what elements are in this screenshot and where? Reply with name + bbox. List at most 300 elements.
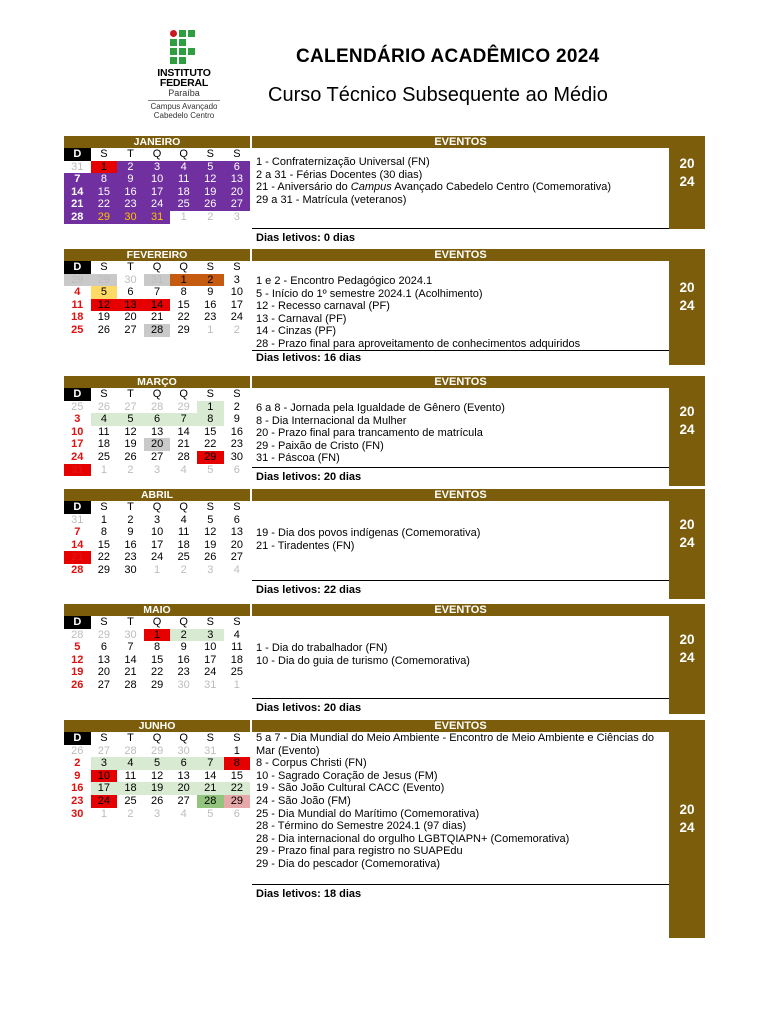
day-cell: 4 [180,463,187,476]
day-cell: 14 [204,769,217,782]
day-cell: 1 [170,274,197,287]
day-cell: 30 [71,807,84,820]
day-cell: 27 [150,450,164,463]
event-item: 2 a 31 - Férias Docentes (30 dias) [256,168,423,181]
day-cell: 25 [124,794,137,807]
month-block-0 [64,136,705,244]
day-cell: 1 [154,563,161,576]
day-cell: 31 [204,678,217,691]
day-cell: 5 [197,161,224,174]
week-row [64,286,250,299]
weekday-header: S [197,616,224,629]
week-row [64,198,250,211]
day-cell: 7 [64,173,91,186]
day-cell: 21 [124,666,137,679]
weekday-header: D [64,732,91,745]
day-cell: 10 [144,173,171,186]
day-cell: 13 [117,299,144,312]
day-cell: 14 [177,425,190,438]
weekday-header: Q [170,501,197,514]
day-cell: 8 [100,526,107,539]
day-cell: 26 [204,551,217,564]
events-header: EVENTOS [252,604,669,616]
day-cell: 2 [127,513,134,526]
day-cell: 19 [144,782,171,795]
day-cell: 3 [154,807,161,820]
day-cell: 29 [197,451,224,464]
day-cell: 29 [91,211,118,224]
year-bar [669,376,705,486]
day-cell: 27 [124,323,137,336]
day-cell: 23 [230,438,243,451]
page-title: CALENDÁRIO ACADÊMICO 2024 [296,46,600,67]
logo-text-campus: Campus Avançado [148,100,220,111]
weekday-header: S [197,148,224,161]
event-item: 19 - Dia dos povos indígenas (Comemorativa) [256,527,481,539]
day-cell: 13 [97,653,111,666]
day-cell: 22 [177,311,190,324]
day-cell: 23 [124,551,137,564]
day-cell: 29 [91,274,118,287]
weekday-header: S [224,148,251,161]
day-header-row [64,732,250,745]
day-cell: 4 [233,628,240,641]
month-block-2 [64,376,705,486]
year-top: 20 [679,632,695,647]
day-cell: 4 [180,513,187,526]
dias-letivos: Dias letivos: 18 dias [256,888,362,900]
events-divider [252,228,669,229]
day-cell: 11 [98,425,110,438]
day-cell: 3 [154,513,161,526]
logo-text-instituto: INSTITUTO [157,67,211,79]
day-cell: 25 [97,450,111,463]
day-cell: 14 [71,538,84,551]
week-row [64,679,250,692]
events-list [256,732,666,871]
day-cell: 11 [170,173,197,186]
day-cell: 28 [124,678,137,691]
day-cell: 23 [117,198,144,211]
year-bar [669,720,705,938]
dias-letivos: Dias letivos: 0 dias [256,232,356,244]
week-row [64,564,250,577]
calendar-grid [64,501,250,577]
day-cell: 14 [124,653,137,666]
day-cell: 1 [233,678,240,691]
day-cell: 12 [71,653,84,666]
day-cell: 28 [177,450,190,463]
weekday-header: T [117,261,144,274]
day-cell: 6 [127,286,134,299]
weekday-header: D [64,388,91,401]
day-cell: 22 [224,782,251,795]
year-bottom: 24 [679,422,695,437]
day-cell: 19 [71,666,84,679]
day-cell: 2 [117,161,144,174]
day-cell: 8 [197,413,224,426]
day-cell: 26 [71,678,84,691]
day-cell: 3 [233,273,240,286]
weekday-header: Q [170,388,197,401]
day-cell: 17 [230,298,243,311]
day-cell: 5 [144,757,171,770]
day-cell: 10 [230,286,243,299]
event-item: 10 - Sagrado Coração de Jesus (FM) [256,769,438,782]
day-cell: 13 [177,769,190,782]
events-divider [252,580,669,581]
day-cell: 15 [150,653,164,666]
day-header-row [64,616,250,629]
event-item: 31 - Páscoa (FN) [256,452,340,465]
event-item: 6 a 8 - Jornada pela Igualdade de Gênero (Evento) [256,402,505,414]
weekday-header: S [224,732,251,745]
day-header-row [64,148,250,161]
day-cell: 31 [144,274,171,287]
day-cell: 16 [204,298,217,311]
event-item: 28 - Dia internacional do orgulho LGBTQIAPN+ (Comemorativa) [256,832,570,845]
day-cell: 29 [97,563,111,576]
day-cell: 26 [71,744,84,757]
events-list [256,275,666,351]
day-cell: 6 [170,757,197,770]
week-row [64,666,250,679]
day-cell: 28 [150,400,164,413]
day-cell: 20 [124,311,137,324]
month-block-3 [64,489,705,599]
day-cell: 4 [170,161,197,174]
week-row [64,211,250,224]
day-cell: 12 [124,425,137,438]
event-item: 24 - São João (FM) [256,794,351,807]
weekday-header: S [224,388,251,401]
event-item: 21 - Tiradentes (FN) [256,539,355,552]
day-cell: 29 [150,744,164,757]
day-cell: 11 [124,769,137,782]
page-subtitle: Curso Técnico Subsequente ao Médio [268,84,608,106]
day-cell: 24 [91,795,118,808]
event-item: 29 - Prazo final para registro no SUAPEdu [256,845,463,858]
year-bar [669,604,705,714]
week-row [64,426,250,439]
month-block-1 [64,249,705,365]
day-cell: 2 [127,807,134,820]
week-row [64,808,250,821]
day-cell: 6 [233,463,240,476]
day-cell: 23 [71,794,84,807]
weekday-header: S [91,501,118,514]
event-item: 1 - Confraternização Universal (FN) [256,156,430,168]
day-cell: 23 [204,311,217,324]
calendar-grid [64,388,250,476]
day-cell: 31 [144,211,171,224]
day-cell: 12 [204,526,217,539]
day-cell: 20 [224,186,251,199]
day-cell: 3 [91,757,118,770]
weekday-header: S [91,388,118,401]
day-cell: 11 [71,298,84,311]
weekday-header: Q [144,148,171,161]
day-cell: 15 [97,538,111,551]
event-item: 29 - Paixão de Cristo (FN) [256,439,384,452]
logo-text-federal: FEDERAL [159,77,209,89]
day-cell: 26 [97,400,111,413]
week-row [64,173,250,186]
day-cell: 17 [144,186,171,199]
events-header: EVENTOS [252,489,669,501]
events-divider [252,467,669,468]
day-cell: 2 [74,757,81,770]
weekday-header: T [117,388,144,401]
day-cell: 15 [177,298,190,311]
day-cell: 16 [230,425,243,438]
day-cell: 5 [91,286,118,299]
day-cell: 30 [117,211,144,224]
month-header: MAIO [64,604,250,616]
day-cell: 27 [224,198,251,211]
week-row [64,451,250,464]
event-item: 5 a 7 - Dia Mundial do Meio Ambiente - Encontro de Meio Ambiente e Ciências do Mar (Evento) [256,732,655,757]
day-header-row [64,261,250,274]
event-item: 28 - Prazo final para aproveitamento de conhecimentos adquiridos [256,337,581,350]
day-cell: 4 [74,286,81,299]
day-cell: 28 [71,563,84,576]
day-cell: 5 [207,807,214,820]
day-cell: 19 [124,438,137,451]
week-row [64,654,250,667]
day-cell: 8 [91,173,118,186]
day-cell: 27 [97,678,111,691]
day-cell: 28 [64,211,91,224]
events-divider [252,884,669,885]
weekday-header: S [197,501,224,514]
event-item: 1 e 2 - Encontro Pedagógico 2024.1 [256,275,433,287]
calendar-grid [64,732,250,820]
day-cell: 31 [204,744,217,757]
day-cell: 2 [233,323,240,336]
year-top: 20 [679,802,695,817]
events-list [256,642,666,667]
weekday-header: Q [170,616,197,629]
day-cell: 29 [177,323,190,336]
weekday-header: T [117,501,144,514]
day-cell: 10 [91,770,118,783]
dias-letivos: Dias letivos: 16 dias [256,352,362,364]
day-cell: 30 [124,563,137,576]
day-cell: 29 [97,628,111,641]
day-cell: 19 [97,311,111,324]
day-cell: 1 [207,323,214,336]
dias-letivos: Dias letivos: 20 dias [256,702,362,714]
year-top: 20 [679,404,695,419]
weekday-header: S [91,732,118,745]
year-bottom: 24 [679,174,695,189]
week-row [64,438,250,451]
weekday-header: Q [170,148,197,161]
day-cell: 9 [207,286,214,299]
day-cell: 19 [197,186,224,199]
week-row [64,629,250,642]
weekday-header: Q [144,732,171,745]
weekday-header: Q [170,261,197,274]
day-cell: 28 [124,744,137,757]
weekday-header: S [224,616,251,629]
weekday-header: T [117,732,144,745]
day-cell: 25 [170,198,197,211]
event-item: 21 - Aniversário do Campus Avançado Cabedelo Centro (Comemorativa) [256,181,612,194]
day-cell: 13 [150,425,164,438]
week-row [64,641,250,654]
day-cell: 1 [100,513,107,526]
day-cell: 24 [144,198,171,211]
day-cell: 15 [230,769,243,782]
events-list [256,527,666,552]
day-cell: 18 [71,311,84,324]
day-cell: 4 [91,413,118,426]
weekday-header: S [197,261,224,274]
day-cell: 16 [117,186,144,199]
day-cell: 4 [117,757,144,770]
day-cell: 22 [97,551,111,564]
day-cell: 26 [97,323,111,336]
month-header: ABRIL [64,489,250,501]
day-cell: 29 [150,678,164,691]
logo-text-state: Paraíba [168,88,200,98]
week-row [64,514,250,527]
day-cell: 18 [177,538,190,551]
calendar-grid [64,148,250,224]
day-cell: 17 [71,438,84,451]
day-cell: 27 [177,794,190,807]
day-cell: 2 [127,463,134,476]
day-cell: 24 [71,450,84,463]
day-cell: 8 [224,757,251,770]
weekday-header: S [91,616,118,629]
year-bottom: 24 [679,298,695,313]
day-cell: 26 [197,198,224,211]
events-divider [252,698,669,699]
day-cell: 28 [197,795,224,808]
day-cell: 3 [144,161,171,174]
day-cell: 25 [177,551,190,564]
day-cell: 22 [91,198,118,211]
day-cell: 5 [207,513,214,526]
day-cell: 20 [230,538,243,551]
day-cell: 22 [204,438,217,451]
day-cell: 14 [144,299,171,312]
day-cell: 2 [197,274,224,287]
day-cell: 12 [91,299,118,312]
day-cell: 20 [170,782,197,795]
event-item: 10 - Dia do guia de turismo (Comemorativa) [256,654,470,667]
day-cell: 24 [204,666,217,679]
events-list [256,156,666,206]
day-cell: 1 [100,463,107,476]
day-cell: 18 [170,186,197,199]
day-cell: 24 [150,551,164,564]
day-cell: 31 [64,464,91,477]
day-cell: 2 [233,400,240,413]
day-cell: 9 [117,173,144,186]
day-cell: 29 [64,274,91,287]
week-row [64,413,250,426]
day-cell: 25 [71,323,84,336]
day-cell: 16 [71,782,84,795]
day-cell: 18 [97,438,111,451]
week-row [64,526,250,539]
day-cell: 11 [177,526,190,539]
event-item: 12 - Recesso carnaval (PF) [256,300,390,313]
day-cell: 21 [150,311,164,324]
week-row [64,745,250,758]
event-item: 20 - Prazo final para trancamento de matrícula [256,427,483,440]
day-cell: 7 [127,641,134,654]
weekday-header: S [197,732,224,745]
logo-text-campus-name: Cabedelo Centro [153,111,215,120]
weekday-header: Q [144,501,171,514]
weekday-header: S [197,388,224,401]
week-row [64,551,250,564]
year-bottom: 24 [679,650,695,665]
day-cell: 3 [74,413,81,426]
weekday-header: S [91,148,118,161]
week-row [64,299,250,312]
day-cell: 8 [154,641,161,654]
event-item: 29 - Dia do pescador (Comemorativa) [256,857,441,870]
events-header: EVENTOS [252,720,669,732]
year-bottom: 24 [679,535,695,550]
event-item: 19 - São João Cultural CACC (Evento) [256,782,445,795]
day-cell: 27 [230,551,243,564]
year-top: 20 [679,517,695,532]
day-cell: 23 [177,666,190,679]
events-divider [252,350,669,351]
day-cell: 3 [197,629,224,642]
day-cell: 2 [180,563,187,576]
day-cell: 5 [207,463,214,476]
month-header: MARÇO [64,376,250,388]
weekday-header: Q [170,732,197,745]
day-cell: 7 [74,526,81,539]
day-cell: 11 [231,641,243,654]
day-cell: 30 [124,628,137,641]
day-cell: 9 [180,641,187,654]
year-bottom: 24 [679,820,695,835]
week-row [64,324,250,337]
weekday-header: S [224,261,251,274]
week-row [64,401,250,414]
month-header: JUNHO [64,720,250,732]
day-cell: 8 [180,286,187,299]
day-cell: 30 [230,450,243,463]
calendar-grid [64,616,250,692]
calendar-grid [64,261,250,337]
day-cell: 13 [224,173,251,186]
day-cell: 21 [64,198,91,211]
day-cell: 24 [230,311,243,324]
week-row [64,161,250,174]
year-bar [669,249,705,365]
day-cell: 1 [233,744,240,757]
day-cell: 15 [91,186,118,199]
day-cell: 21 [177,438,190,451]
day-cell: 17 [91,782,118,795]
day-cell: 1 [180,210,187,223]
day-cell: 5 [74,641,81,654]
day-cell: 28 [71,628,84,641]
day-cell: 4 [180,807,187,820]
day-cell: 21 [197,782,224,795]
